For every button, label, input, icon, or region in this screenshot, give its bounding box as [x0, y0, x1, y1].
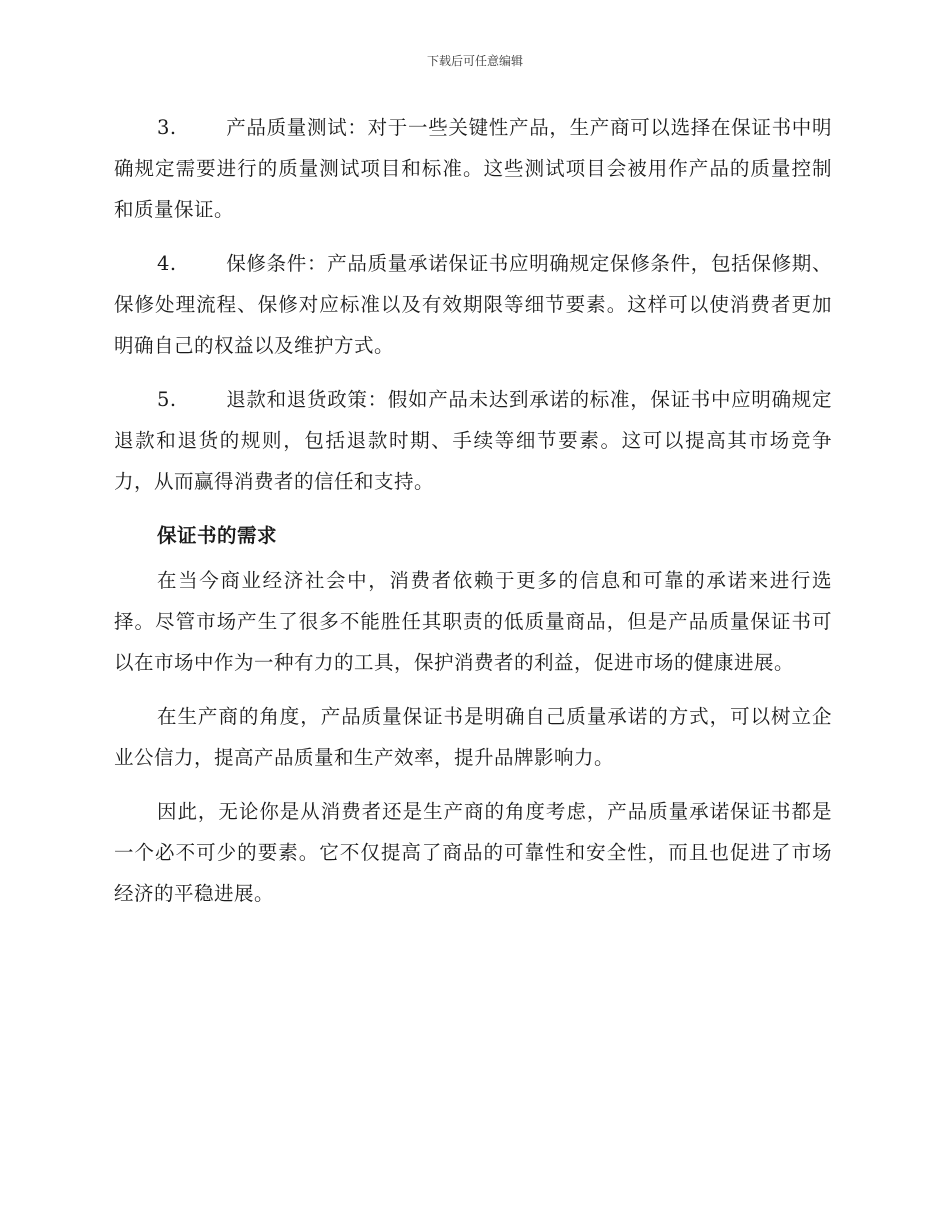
- list-item-5: [114, 379, 832, 502]
- list-item-4: [114, 243, 832, 366]
- list-number: 3.: [157, 116, 177, 139]
- list-item-text: 产品质量测试：对于一些关键性产品，生产商可以选择在保证书中明确规定需要进行的质量测试项目和标准。这些测试项目会被用作产品的质量控制和质量保证。: [114, 116, 832, 221]
- page-header-note: 下载后可任意编辑: [426, 54, 523, 68]
- paragraph: 在当今商业经济社会中，消费者依赖于更多的信息和可靠的承诺来进行选择。尽管市场产生了很多不能胜任其职责的低质量商品，但是产品质量保证书可以在市场中作为一种有力的工具，保护消费者的利益，促进市场的健康进展。: [114, 569, 832, 674]
- list-item-text: 退款和退货政策：假如产品未达到承诺的标准，保证书中应明确规定退款和退货的规则，包括退款时期、手续等细节要素。这可以提高其市场竞争力，从而赢得消费者的信任和支持。: [114, 388, 832, 493]
- section-heading: 保证书的需求: [157, 524, 278, 547]
- paragraph: 在生产商的角度，产品质量保证书是明确自己质量承诺的方式，可以树立企业公信力，提高产品质量和生产效率，提升品牌影响力。: [114, 705, 832, 769]
- paragraph: 因此，无论你是从消费者还是生产商的角度考虑，产品质量承诺保证书都是一个必不可少的要素。它不仅提高了商品的可靠性和安全性，而且也促进了市场经济的平稳进展。: [114, 800, 832, 905]
- list-item-3: [114, 107, 832, 230]
- document-body: [114, 107, 832, 927]
- list-item-text: 保修条件：产品质量承诺保证书应明确规定保修条件，包括保修期、保修处理流程、保修对应标准以及有效期限等细节要素。这样可以使消费者更加明确自己的权益以及维护方式。: [114, 252, 832, 357]
- list-number: 5.: [157, 388, 177, 411]
- list-number: 4.: [157, 252, 177, 275]
